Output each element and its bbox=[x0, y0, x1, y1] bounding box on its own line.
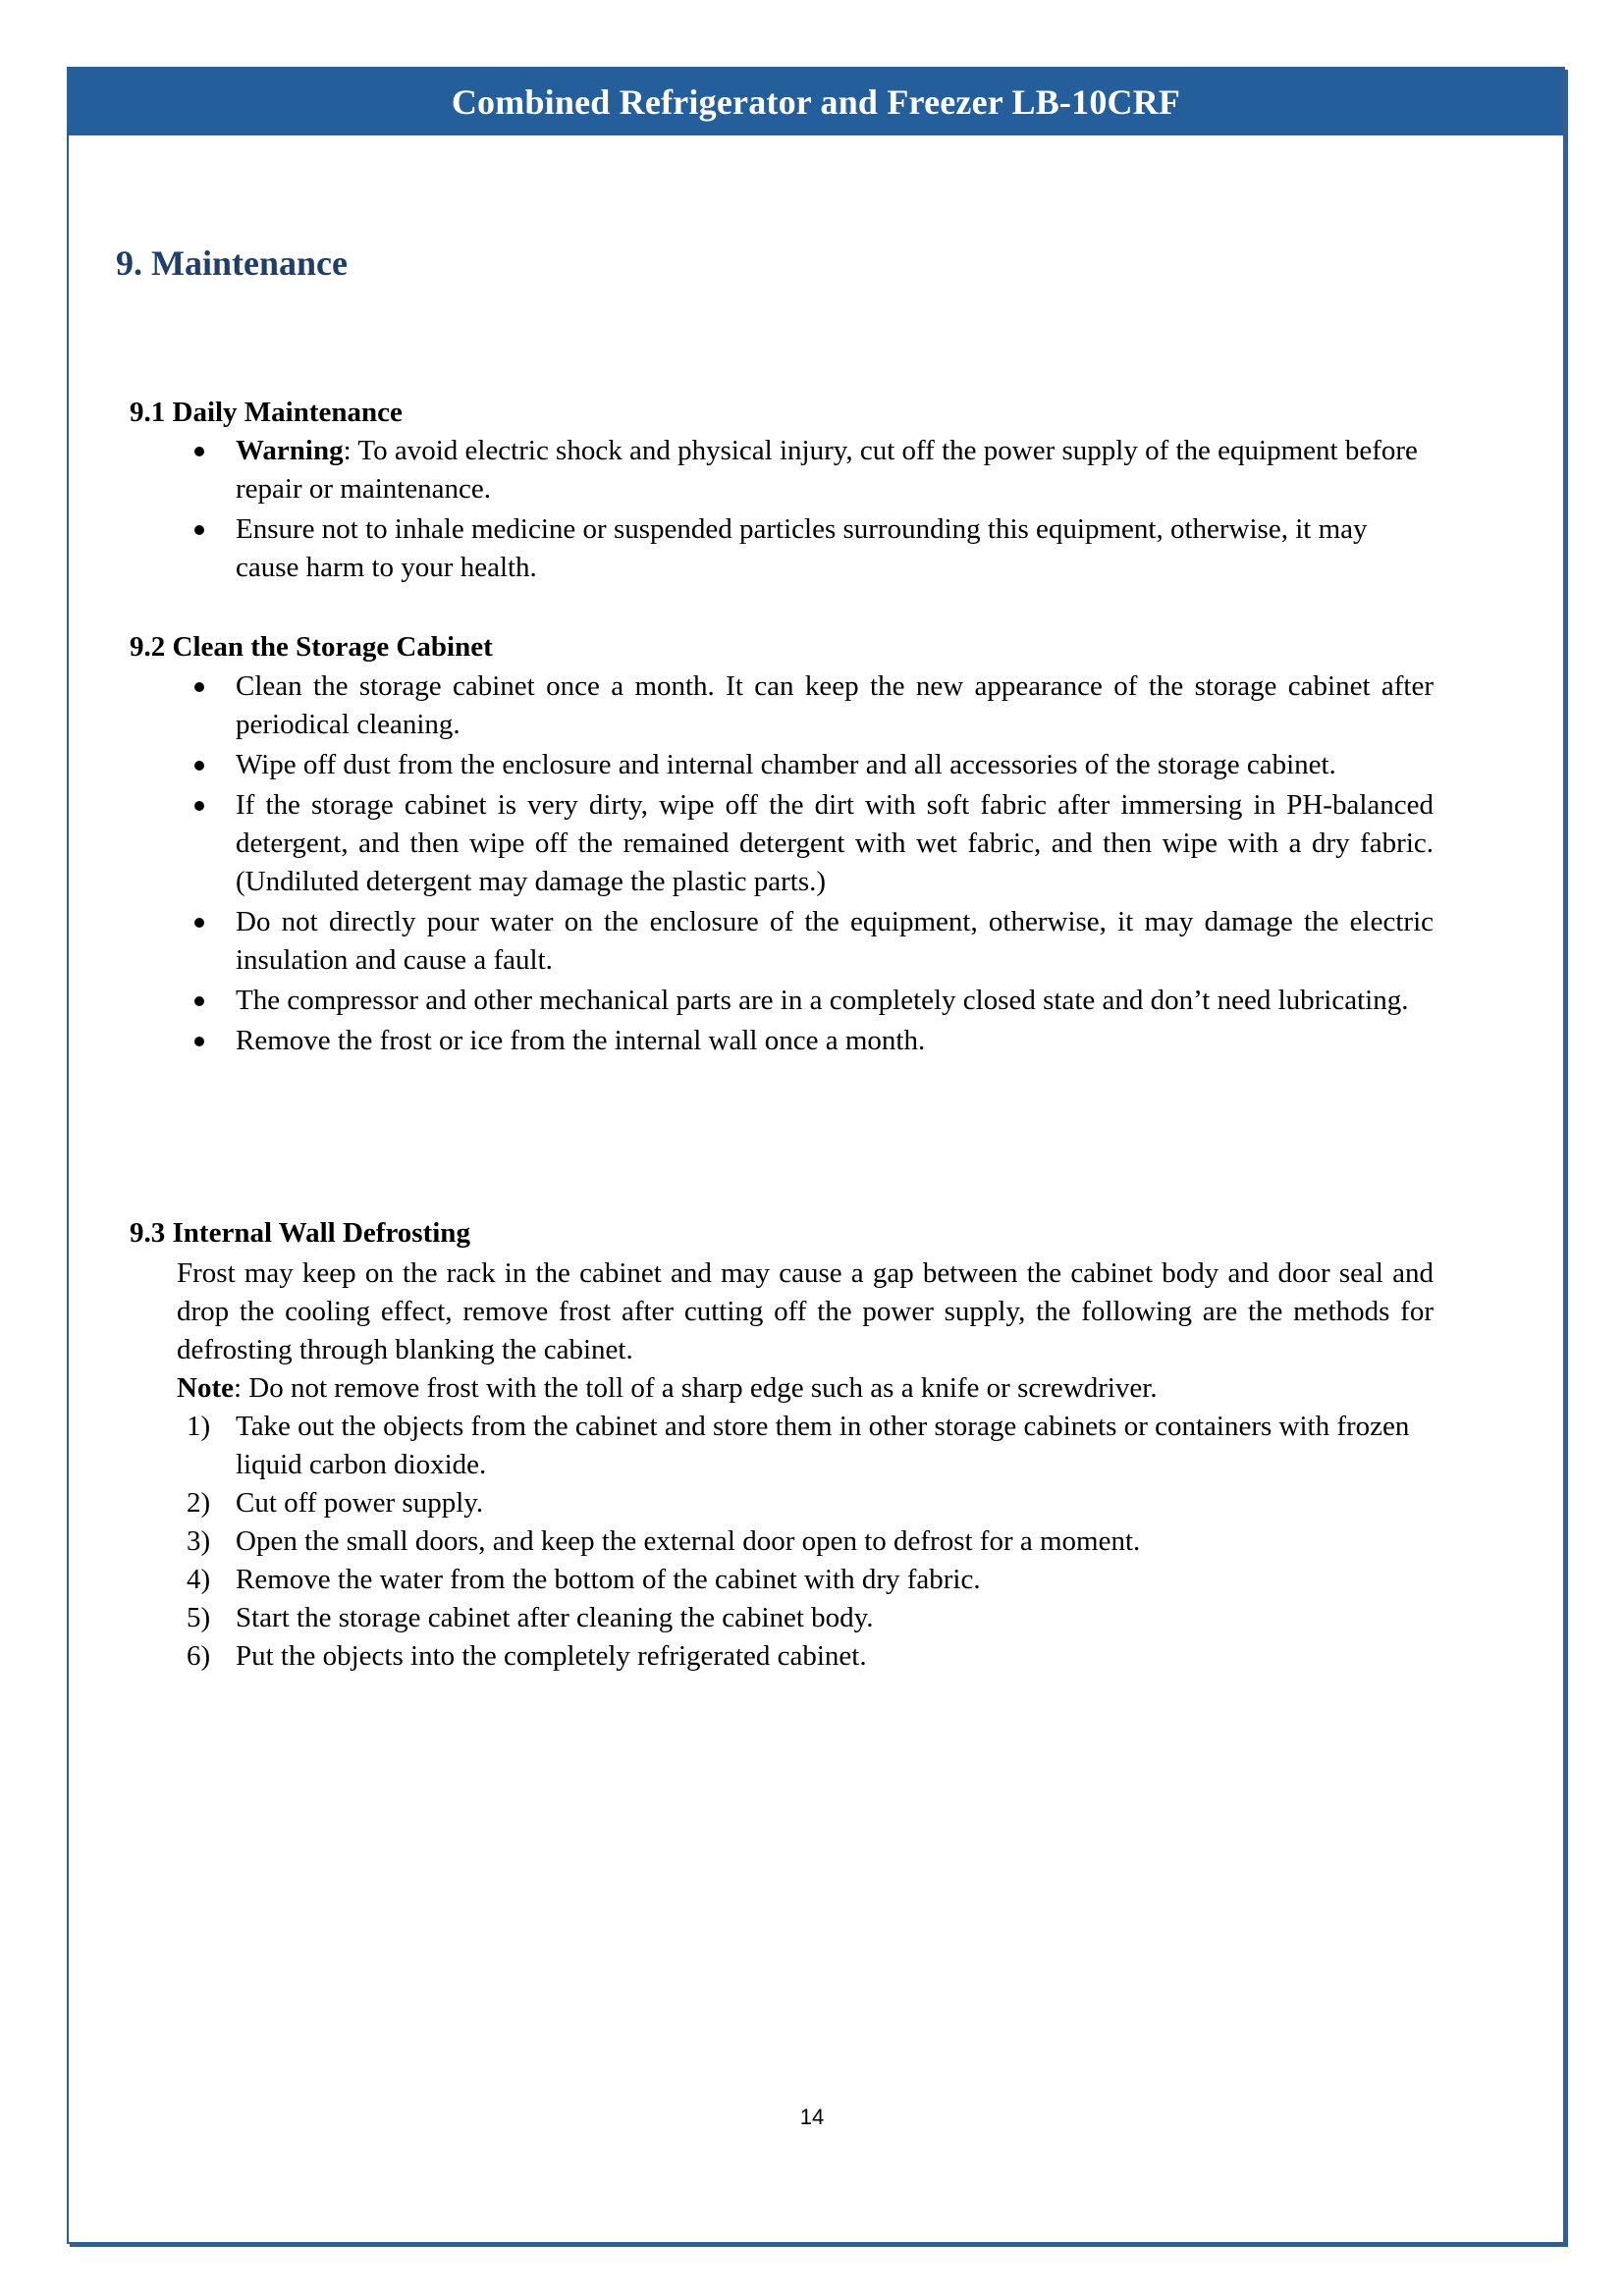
list-item bbox=[236, 903, 1434, 980]
step-item bbox=[187, 1484, 1434, 1522]
step-item bbox=[187, 1561, 1434, 1599]
header-bar bbox=[69, 69, 1563, 135]
step-number: 1) bbox=[187, 1411, 211, 1442]
list-item bbox=[236, 786, 1434, 901]
note-label: Note bbox=[177, 1372, 234, 1404]
list-item-text: Ensure not to inhale medicine or suspended particles surrounding this equipment, otherwise, it may cause harm to your health. bbox=[236, 513, 1368, 583]
bullet-icon bbox=[194, 801, 204, 811]
bullet-icon bbox=[194, 996, 204, 1006]
bullet-icon bbox=[194, 1037, 204, 1046]
defrost-steps bbox=[187, 1408, 1434, 1676]
list-item bbox=[236, 982, 1434, 1020]
step-item bbox=[187, 1522, 1434, 1561]
step-text: Cut off power supply. bbox=[236, 1487, 484, 1519]
list-item-text: Remove the frost or ice from the internal wall once a month. bbox=[236, 1025, 926, 1056]
step-number: 4) bbox=[187, 1564, 211, 1595]
defrost-paragraph-text: Frost may keep on the rack in the cabinet and may cause a gap between the cabinet body and door seal and drop the cooling effect, remove frost after cutting off the power supply, the following are the methods for defrosting through blanking the cabinet. bbox=[177, 1257, 1434, 1365]
step-number: 5) bbox=[187, 1602, 211, 1633]
list-item bbox=[236, 432, 1434, 508]
warning-label: Warning bbox=[236, 435, 344, 466]
step-item bbox=[187, 1637, 1434, 1676]
step-item bbox=[187, 1408, 1434, 1484]
list-item-text: Clean the storage cabinet once a month. It can keep the new appearance of the storage cabinet after periodical cleaning. bbox=[236, 670, 1434, 740]
list-item bbox=[236, 510, 1434, 587]
list-item bbox=[236, 667, 1434, 744]
section-title: 9. Maintenance bbox=[116, 243, 348, 283]
subsection-title-clean: 9.2 Clean the Storage Cabinet bbox=[130, 631, 493, 663]
list-item bbox=[236, 1022, 1434, 1060]
bullet-icon bbox=[194, 918, 204, 928]
bullet-icon bbox=[194, 447, 204, 456]
list-item bbox=[236, 746, 1434, 784]
step-text: Open the small doors, and keep the external door open to defrost for a moment. bbox=[236, 1525, 1141, 1557]
page-number: 14 bbox=[799, 2105, 825, 2129]
step-item bbox=[187, 1599, 1434, 1637]
step-number: 2) bbox=[187, 1487, 211, 1519]
clean-cabinet-list bbox=[236, 667, 1434, 1062]
bullet-icon bbox=[194, 761, 204, 771]
daily-maintenance-list bbox=[236, 432, 1434, 589]
bullet-icon bbox=[194, 525, 204, 535]
step-number: 3) bbox=[187, 1525, 211, 1557]
note-text: : Do not remove frost with the toll of a sharp edge such as a knife or screwdriver. bbox=[233, 1372, 1158, 1404]
list-item-text: Do not directly pour water on the enclosure of the equipment, otherwise, it may damage the electric insulation and cause a fault. bbox=[236, 906, 1434, 976]
list-item-text: The compressor and other mechanical parts are in a completely closed state and don’t need lubricating. bbox=[236, 985, 1409, 1016]
step-text: Take out the objects from the cabinet and store them in other storage cabinets or containers with frozen liquid carbon dioxide. bbox=[236, 1411, 1410, 1480]
list-item-text: : To avoid electric shock and physical injury, cut off the power supply of the equipment before repair or maintenance. bbox=[236, 435, 1418, 505]
subsection-title-daily: 9.1 Daily Maintenance bbox=[130, 397, 403, 428]
page-frame bbox=[67, 67, 1565, 2244]
document-title: Combined Refrigerator and Freezer LB-10CRF bbox=[451, 82, 1181, 122]
step-text: Put the objects into the completely refrigerated cabinet. bbox=[236, 1640, 867, 1672]
bullet-icon bbox=[194, 682, 204, 692]
subsection-title-defrost: 9.3 Internal Wall Defrosting bbox=[130, 1217, 470, 1249]
defrost-paragraph bbox=[177, 1255, 1434, 1408]
step-text: Start the storage cabinet after cleaning the cabinet body. bbox=[236, 1602, 874, 1633]
list-item-text: Wipe off dust from the enclosure and internal chamber and all accessories of the storage cabinet. bbox=[236, 749, 1336, 780]
step-number: 6) bbox=[187, 1640, 211, 1672]
list-item-text: If the storage cabinet is very dirty, wipe off the dirt with soft fabric after immersing in PH-balanced detergent, and then wipe off the remained detergent with wet fabric, and then wipe with a dry fabric. (Undiluted detergent may damage the plastic parts.) bbox=[236, 789, 1434, 897]
step-text: Remove the water from the bottom of the cabinet with dry fabric. bbox=[236, 1564, 981, 1595]
